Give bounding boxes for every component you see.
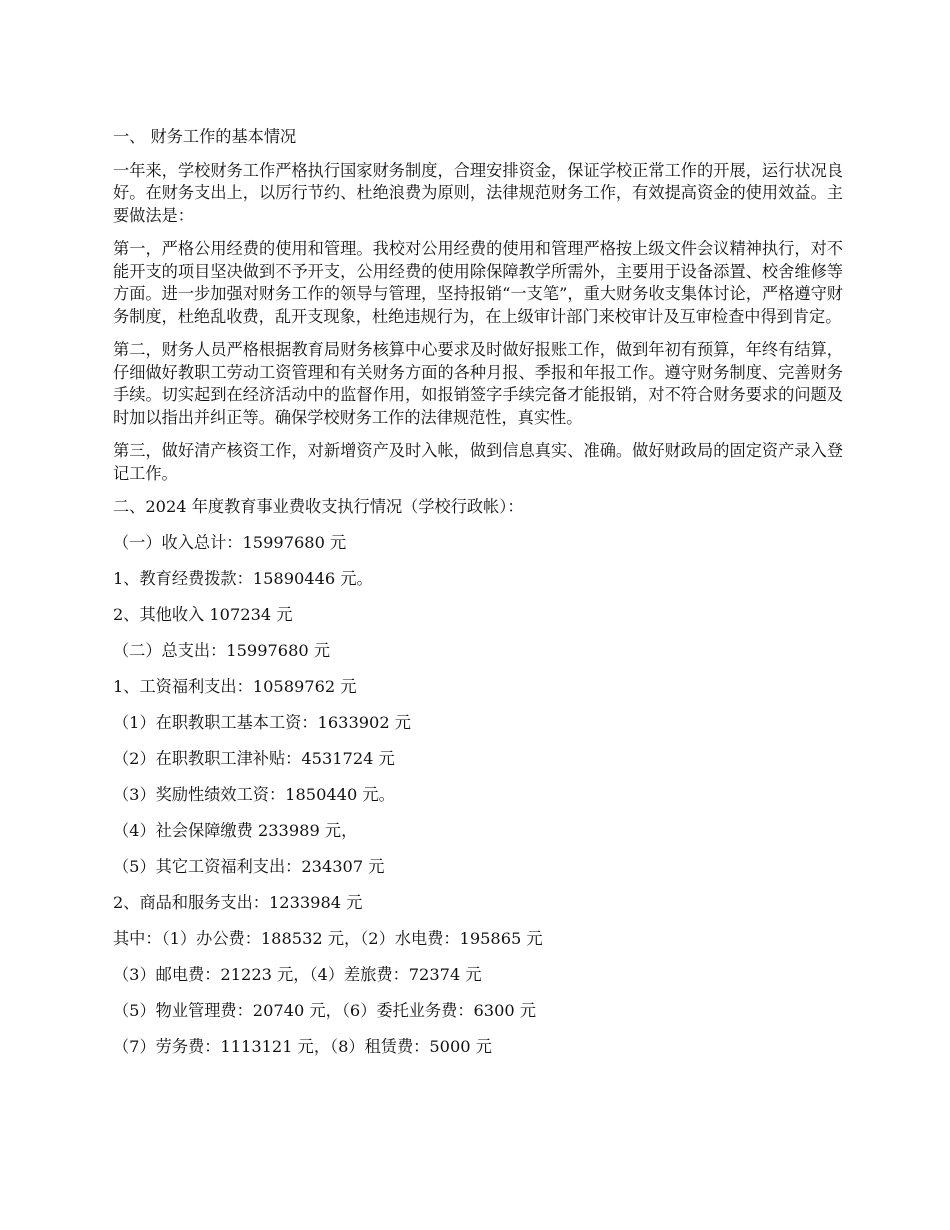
line-office-utilities: 其中：（1）办公费：188532 元，（2）水电费：195865 元 [113, 929, 543, 948]
section-heading-budget-execution: 二、2024 年度教育事业费收支执行情况（学校行政帐）： [113, 497, 524, 516]
paragraph-point-3: 第三，做好清产核资工作，对新增资产及时入帐，做到信息真实、准确。做好财政局的固定资产录入登记工作。 [113, 441, 843, 483]
line-total-expenditure: （二）总支出：15997680 元 [113, 641, 331, 660]
line-other-welfare: （5）其它工资福利支出：234307 元 [113, 857, 385, 876]
intro-paragraph: 一年来，学校财务工作严格执行国家财务制度，合理安排资金，保证学校正常工作的开展，运行状况良好。在财务支出上，以厉行节约、杜绝浪费为原则，法律规范财务工作，有效提高资金的使用效益。主要做法是： [113, 160, 843, 225]
line-social-security: （4）社会保障缴费 233989 元， [113, 821, 358, 840]
line-other-income: 2、其他收入 107234 元 [113, 605, 293, 624]
line-education-appropriation: 1、教育经费拨款：15890446 元。 [113, 569, 373, 588]
line-allowances: （2）在职教职工津补贴：4531724 元 [113, 749, 395, 768]
section-heading-basic-situation: 一、 财务工作的基本情况 [113, 127, 297, 146]
paragraph-point-2: 第二，财务人员严格根据教育局财务核算中心要求及时做好报账工作，做到年初有预算，年终有结算，仔细做好教职工劳动工资管理和有关财务方面的各种月报、季报和年报工作。遵守财务制度、完善财务手续。切实起到在经济活动中的监督作用，如报销签字手续完备才能报销，对不符合财务要求的问题及时加以指出并纠正等。确保学校财务工作的法律规范性，真实性。 [113, 340, 843, 427]
line-income-total: （一）收入总计：15997680 元 [113, 533, 347, 552]
line-goods-services: 2、商品和服务支出：1233984 元 [113, 893, 363, 912]
line-labor-rental: （7）劳务费：1113121 元，（8）租赁费：5000 元 [113, 1037, 492, 1056]
line-salary-welfare: 1、工资福利支出：10589762 元 [113, 677, 357, 696]
line-postal-travel: （3）邮电费：21223 元，（4）差旅费：72374 元 [113, 965, 482, 984]
paragraph-point-1: 第一，严格公用经费的使用和管理。我校对公用经费的使用和管理严格按上级文件会议精神执行，对不能开支的项目坚决做到不予开支，公用经费的使用除保障教学所需外，主要用于设备添置、校舍维修等方面。进一步加强对财务工作的领导与管理，坚持报销“一支笔”，重大财务收支集体讨论，严格遵守财务制度，杜绝乱收费，乱开支现象，杜绝违规行为，在上级审计部门来校审计及互审检查中得到肯定。 [113, 239, 843, 326]
line-basic-salary: （1）在职教职工基本工资：1633902 元 [113, 713, 411, 732]
document-body [113, 126, 843, 1072]
line-performance-pay: （3）奖励性绩效工资：1850440 元。 [113, 785, 395, 804]
line-property-commission: （5）物业管理费：20740 元，（6）委托业务费：6300 元 [113, 1001, 537, 1020]
